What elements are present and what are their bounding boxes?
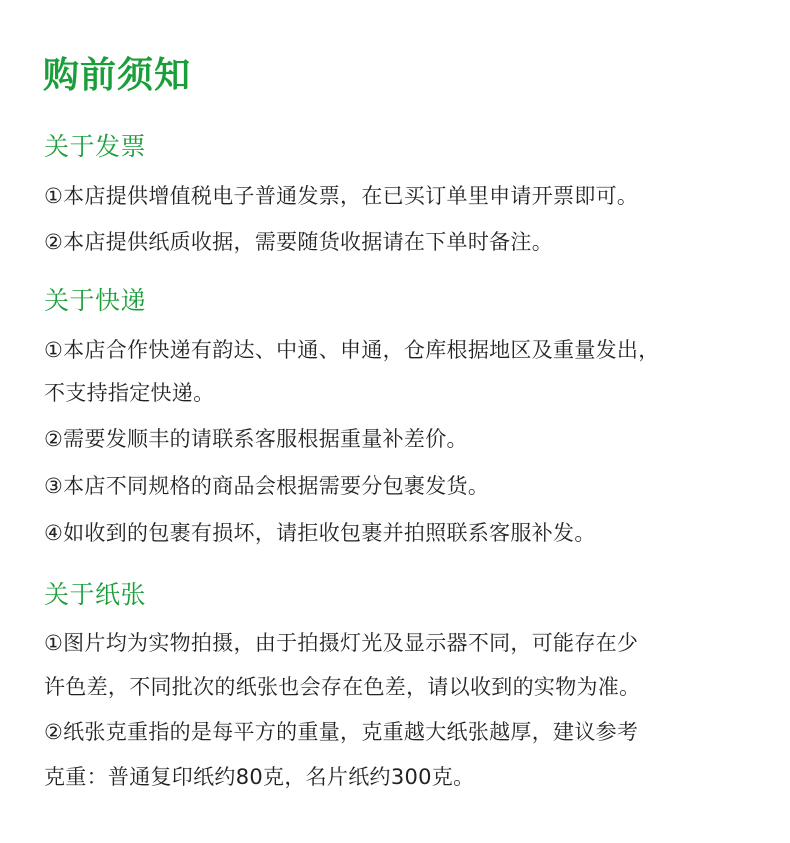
paper-line-1: ①图片均为实物拍摄，由于拍摄灯光及显示器不同，可能存在少	[44, 631, 639, 655]
shipping-line-2: 不支持指定快递。	[44, 381, 215, 405]
invoice-line-2: ②本店提供纸质收据，需要随货收据请在下单时备注。	[44, 230, 554, 254]
section-title-paper: 关于纸张	[44, 580, 147, 609]
shipping-line-5: ④如收到的包裹有损坏，请拒收包裹并拍照联系客服补发。	[44, 521, 596, 545]
paper-line-3: ②纸张克重指的是每平方的重量，克重越大纸张越厚，建议参考	[44, 720, 639, 744]
shipping-line-1: ①本店合作快递有韵达、中通、申通，仓库根据地区及重量发出，	[44, 338, 660, 362]
paper-line-4: 克重：普通复印纸约80克，名片纸约300克。	[44, 765, 475, 789]
invoice-line-1: ①本店提供增值税电子普通发票，在已买订单里申请开票即可。	[44, 184, 639, 208]
section-title-shipping: 关于快递	[44, 286, 147, 315]
paper-line-2: 许色差，不同批次的纸张也会存在色差，请以收到的实物为准。	[44, 675, 641, 699]
page-title: 购前须知	[43, 55, 192, 96]
section-title-invoice: 关于发票	[44, 132, 147, 161]
shipping-line-4: ③本店不同规格的商品会根据需要分包裹发货。	[44, 474, 490, 498]
shipping-line-3: ②需要发顺丰的请联系客服根据重量补差价。	[44, 427, 468, 451]
